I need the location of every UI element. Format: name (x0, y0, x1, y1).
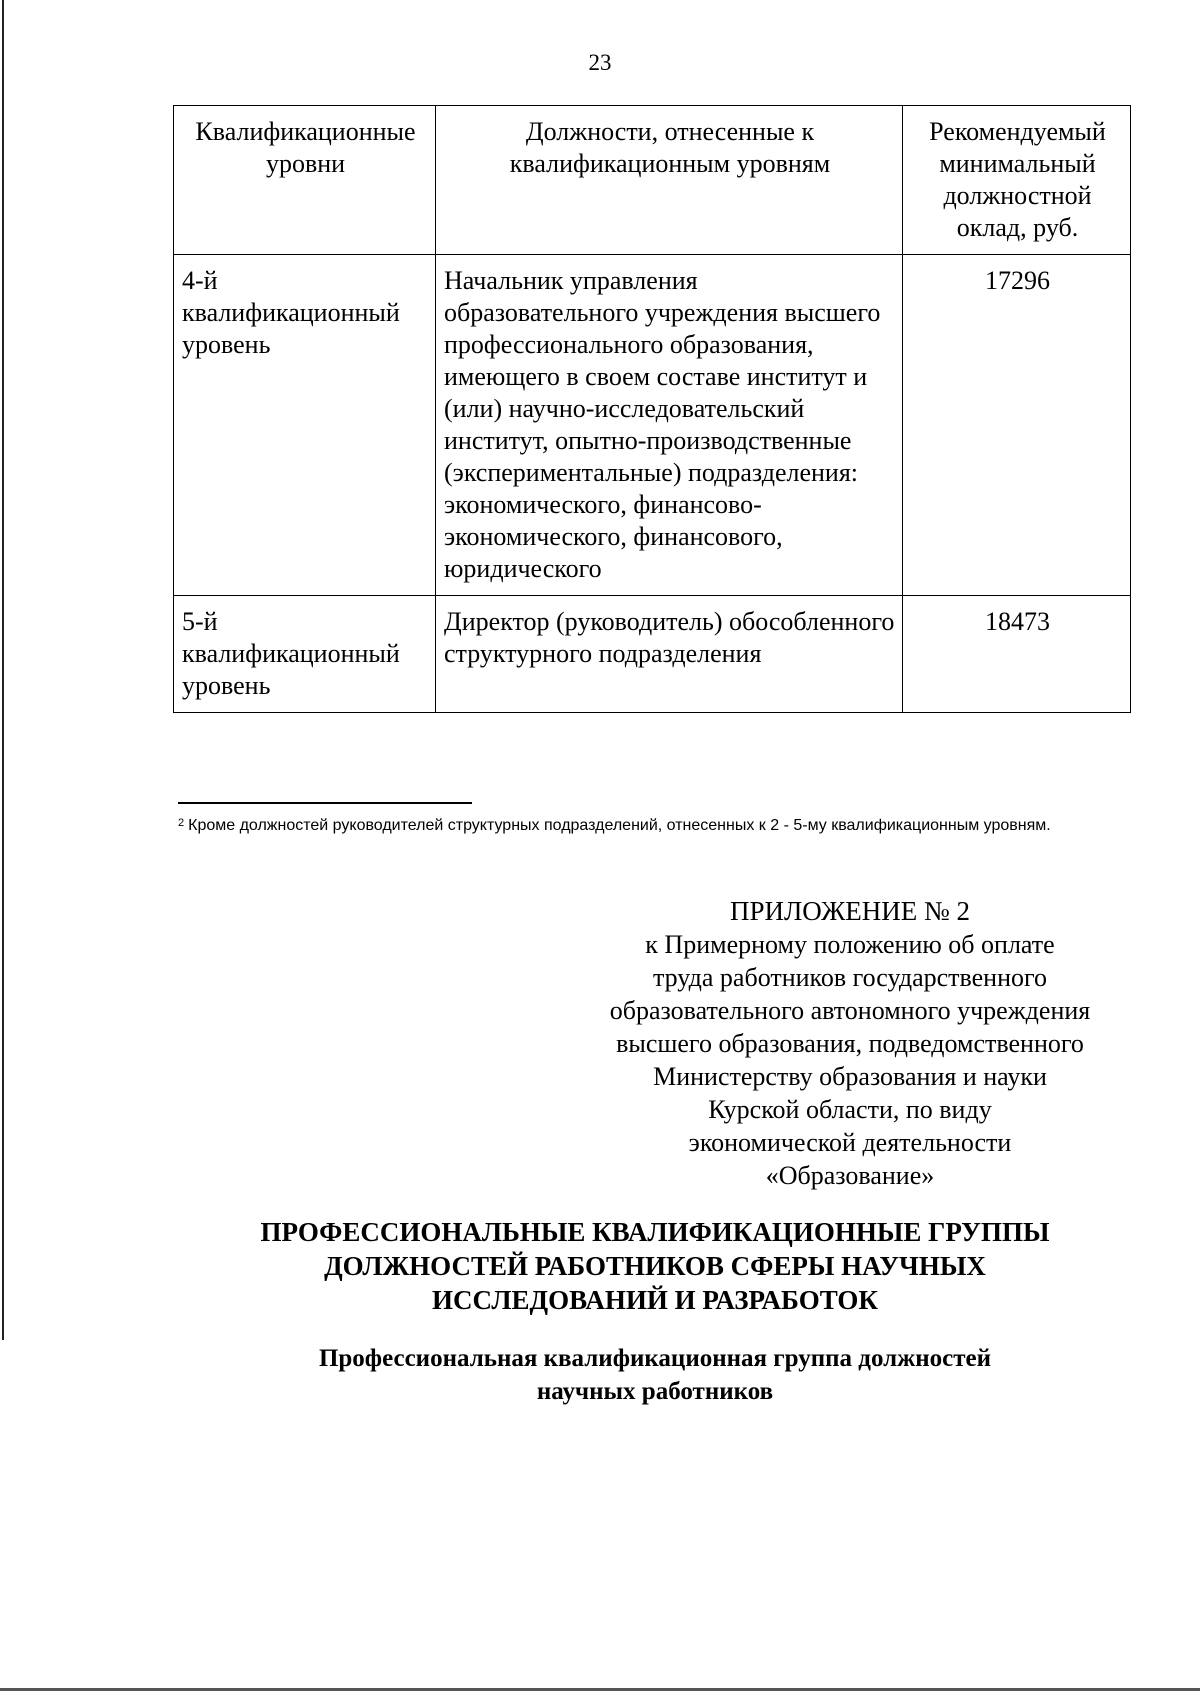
appendix-line: Курской области, по виду (708, 1095, 992, 1124)
header-positions: Должности, отнесенные к квалификационным уровням (436, 106, 903, 255)
page-number: 23 (588, 50, 612, 75)
footnote-separator (178, 802, 472, 804)
appendix-line: «Образование» (765, 1161, 935, 1190)
qualification-levels-table (173, 105, 1131, 713)
header-levels: Квалификационные уровни (174, 106, 436, 255)
salary-cell: 17296 (903, 255, 1131, 596)
main-title-line: ИССЛЕДОВАНИЙ И РАЗРАБОТОК (432, 1285, 878, 1315)
main-title-line: ДОЛЖНОСТЕЙ РАБОТНИКОВ СФЕРЫ НАУЧНЫХ (324, 1251, 986, 1281)
main-title (200, 1215, 1110, 1317)
positions-cell: Директор (руководитель) обособленного структурного подразделения (436, 596, 903, 713)
salary-cell: 18473 (903, 596, 1131, 713)
appendix-heading: ПРИЛОЖЕНИЕ № 2 (729, 896, 971, 926)
footnote-marker: 2 (178, 817, 185, 829)
table-header-row (174, 106, 1131, 255)
header-salary: Рекомендуемый минимальный должностной оклад, руб. (903, 106, 1131, 255)
level-cell: 5-й квалификационный уровень (174, 596, 436, 713)
appendix-line: к Примерному положению об оплате (645, 930, 1055, 959)
table-row (174, 596, 1131, 713)
level-cell: 4-й квалификационный уровень (174, 255, 436, 596)
scan-edge-left (2, 0, 4, 1340)
appendix-line: экономической деятельности (688, 1128, 1012, 1157)
main-title-line: ПРОФЕССИОНАЛЬНЫЕ КВАЛИФИКАЦИОННЫЕ ГРУППЫ (260, 1217, 1050, 1247)
table-row (174, 255, 1131, 596)
sub-title (200, 1342, 1110, 1408)
footnote-text: Кроме должностей руководителей структурных подразделений, отнесенных к 2 - 5-му квалификационным уровням. (188, 817, 1051, 834)
appendix-block (580, 895, 1120, 1192)
positions-cell: Начальник управления образовательного учреждения высшего профессионального образования, имеющего в своем составе институт и (или) научно-исследовательский институт, опытно-производственные (экспериментальные) подразделения: экономического, финансово-экономического, финансового, юридического (436, 255, 903, 596)
sub-title-line: Профессиональная квалификационная группа должностей (318, 1345, 992, 1372)
scan-edge-bottom (0, 1688, 1200, 1691)
appendix-line: труда работников государственного (652, 963, 1048, 992)
sub-title-line: научных работников (536, 1378, 774, 1405)
footnote (178, 813, 1118, 838)
appendix-line: Министерству образования и науки (653, 1062, 1047, 1091)
appendix-line: высшего образования, подведомственного (616, 1029, 1084, 1058)
appendix-line: образовательного автономного учреждения (609, 996, 1091, 1025)
